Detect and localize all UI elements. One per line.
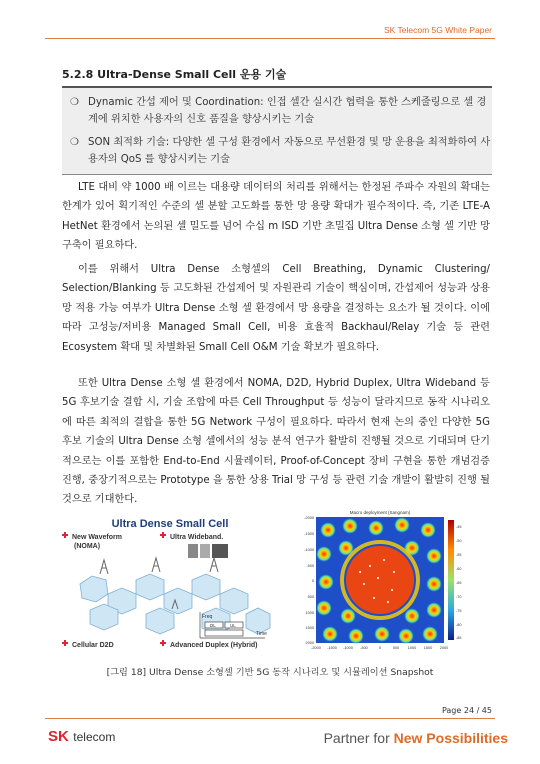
spectrum-blocks bbox=[188, 544, 228, 558]
tagline-prefix: Partner for bbox=[323, 730, 394, 746]
x-tick: 2000 bbox=[439, 646, 449, 650]
x-tick: 1500 bbox=[423, 646, 433, 650]
body-paragraph: LTE 대비 약 1000 배 이르는 대용량 데이터의 처리를 위해서는 한정된 주파수 자원의 확대는 한계가 있어 획기적인 수준의 셀 분할 고도화를 통한 망 용량 확대가 필수적이다. 즉, 기존 LTE-A HetNet 환경에서 논의된 셀 밀도를 넘어 수십 m ISD 기반 초밀집 Ultra Dense 소형 셀 기반 망 구축이 필요하다. bbox=[62, 182, 490, 252]
footer-divider bbox=[45, 718, 495, 719]
label-cellular-d2d: Cellular D2D bbox=[72, 642, 114, 649]
body-paragraph: 이를 위해서 Ultra Dense 소형셀의 Cell Breathing, Dynamic Clustering/ Selection/Blanking 등 고도화된 간섭제어 및 자원관리 기술이 핵심이며, 간섭제어 성능과 상용망 적용 가능 여부가 Ultra Dense 소형 셀 환경에서 망 용량을 결정하는 요소가 될 것이다. 이에 따라 고성능/저비용 Managed Small Cell, 비용 효율적 Backhaul/Relay 기술 등 관련 Ecosystem 확대 및 차별화된 Small Cell O&M 기술 확보가 필요하다. bbox=[62, 264, 490, 353]
y-tick: 2000 bbox=[305, 641, 314, 645]
tagline-highlight: New Possibilities bbox=[393, 730, 508, 746]
label-new-waveform: New Waveform bbox=[72, 534, 122, 541]
label-freq: Freq bbox=[202, 614, 213, 620]
figure-caption: [그림 18] Ultra Dense 소형셀 기반 5G 동작 시나리오 및 시뮬레이션 Snapshot bbox=[106, 667, 434, 678]
page-number: Page 24 / 45 bbox=[441, 706, 492, 715]
label-advanced-duplex: Advanced Duplex (Hybrid) bbox=[170, 642, 258, 649]
colorbar-tick: -45 bbox=[456, 525, 462, 529]
bullet-circle-icon: ❍ bbox=[70, 137, 79, 148]
label-time: Time bbox=[256, 631, 267, 637]
x-tick: 1000 bbox=[407, 646, 417, 650]
figure-ultra-dense-diagram bbox=[60, 514, 280, 656]
figure-simulation-snapshot bbox=[294, 508, 474, 658]
x-tick: -1000 bbox=[343, 646, 353, 650]
body-paragraph: 또한 Ultra Dense 소형 셀 환경에서 NOMA, D2D, Hybrid Duplex, Ultra Wideband 등 5G 후보기술 결합 시, 기술 조합에 따른 Cell Throughput 등 성능이 달라지므로 동작 시나리오에 따른 최적의 결합을 통한 5G Network 구성이 필요하다. 따라서 현재 논의 중인 다양한 5G 후보 기술의 Ultra Dense 소형 셀에서의 성능 분석 연구가 활발히 진행될 것으로 기대되며 단기적으로는 이를 포함한 End-to-End 시뮬레이터, Proof-of-Concept 장비 구현을 통한 개념검증 진행, 중장기적으로는 Prototype 을 통한 상용 Trial 망 구성 등 관련 기술 개발이 활발히 진행 될 것으로 기대한다. bbox=[62, 378, 490, 506]
bullet-circle-icon: ❍ bbox=[70, 97, 79, 108]
y-tick: -1000 bbox=[304, 548, 314, 552]
label-ultra-wideband: Ultra Wideband. bbox=[170, 534, 224, 541]
colorbar-tick: -60 bbox=[456, 567, 462, 571]
colorbar-tick: -75 bbox=[456, 609, 462, 613]
y-axis-ticks bbox=[304, 516, 314, 645]
colorbar-tick: -65 bbox=[456, 581, 462, 585]
sk-telecom-logo bbox=[48, 728, 115, 746]
logo-sk: SK bbox=[48, 728, 69, 745]
section-title: 5.2.8 Ultra-Dense Small Cell 운용 기술 bbox=[62, 68, 287, 81]
colorbar bbox=[448, 520, 454, 640]
label-noma: (NOMA) bbox=[74, 543, 101, 550]
header-title: SK Telecom 5G White Paper bbox=[383, 25, 492, 35]
colorbar-tick: -85 bbox=[456, 636, 462, 640]
diagram-title: Ultra Dense Small Cell bbox=[111, 518, 229, 530]
summary-box bbox=[62, 86, 492, 175]
colorbar-ticks bbox=[456, 525, 462, 640]
y-tick: 1500 bbox=[305, 626, 314, 630]
x-axis-ticks bbox=[311, 646, 448, 650]
label-ul: UL bbox=[230, 623, 236, 628]
footer-tagline bbox=[324, 730, 508, 746]
summary-item-text: SON 최적화 기술: 다양한 셀 구성 환경에서 자동으로 무선환경 및 망 운용을 최적화하여 사용자의 QoS 를 향상시키는 기술 bbox=[88, 137, 491, 165]
y-tick: -1500 bbox=[304, 532, 314, 536]
x-tick: -2000 bbox=[311, 646, 321, 650]
colorbar-tick: -55 bbox=[456, 553, 462, 557]
header-divider bbox=[45, 38, 495, 39]
colorbar-tick: -70 bbox=[456, 595, 462, 599]
y-tick: 0 bbox=[311, 579, 314, 583]
label-dl: DL bbox=[210, 623, 216, 628]
y-tick: 1000 bbox=[305, 611, 314, 615]
x-tick: -1500 bbox=[327, 646, 337, 650]
snapshot-title: Macro deployment (Sangnam) bbox=[349, 510, 411, 515]
y-tick: -500 bbox=[306, 564, 314, 568]
y-tick: -2000 bbox=[304, 516, 314, 520]
summary-item bbox=[70, 134, 492, 168]
summary-item-text: Dynamic 간섭 제어 및 Coordination: 인접 셀간 실시간 협력을 통한 스케줄링으로 셀 경계에 위치한 사용자의 신호 품질을 향상시키는 기술 bbox=[88, 97, 487, 125]
x-tick: 0 bbox=[378, 646, 382, 650]
colorbar-tick: -80 bbox=[456, 623, 462, 627]
x-tick: 500 bbox=[392, 646, 400, 650]
y-tick: 500 bbox=[307, 595, 314, 599]
colorbar-tick: -50 bbox=[456, 539, 462, 543]
summary-item bbox=[70, 94, 492, 128]
x-tick: -500 bbox=[360, 646, 368, 650]
logo-telecom: telecom bbox=[73, 730, 116, 744]
